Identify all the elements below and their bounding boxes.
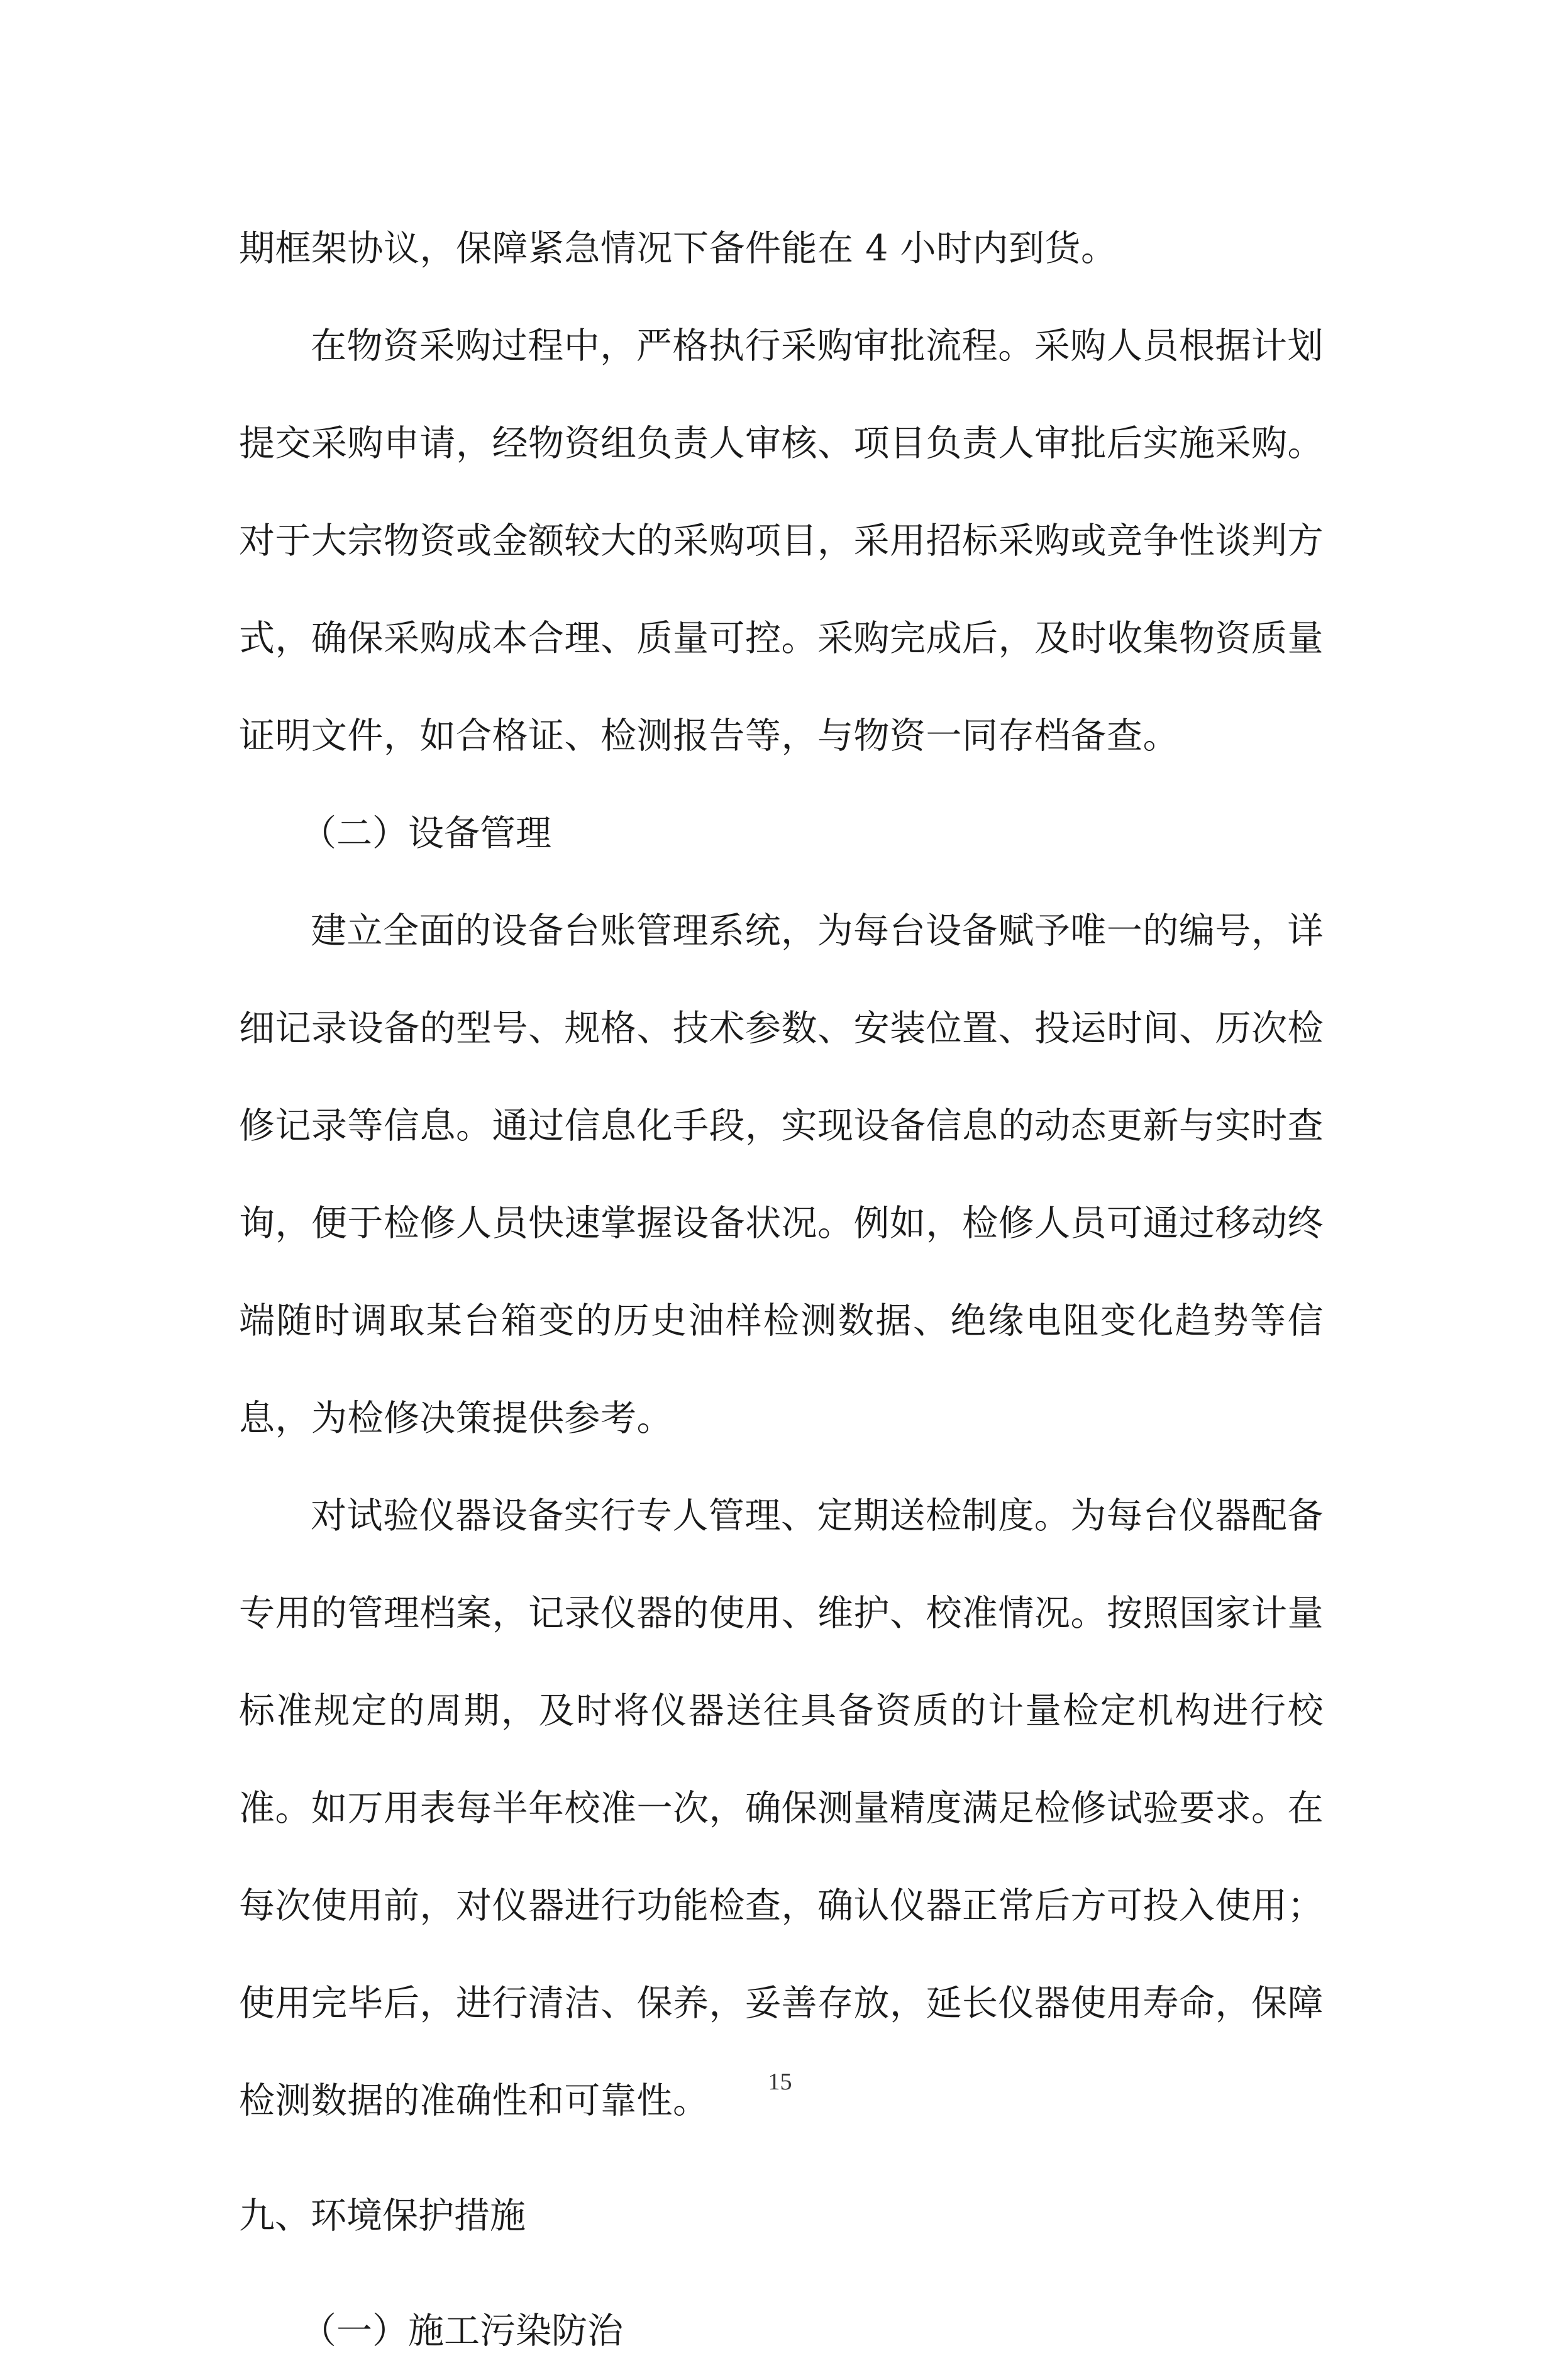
document-body (239, 200, 1324, 2380)
subheading-equipment-management: （二）设备管理 (301, 813, 551, 854)
paragraph-instrument-management: 对试验仪器设备实行专人管理、定期送检制度。为每台仪器配备专用的管理档案，记录仪器的使用、维护、校准情况。按照国家计量标准规定的周期，及时将仪器送往具备资质的计量检定机构进行校准。如万用表每半年校准一次，确保测量精度满足检修试验要求。在每次使用前，对仪器进行功能检查，确认仪器正常后方可投入使用；使用完毕后，进行清洁、保养，妥善存放，延长仪器使用寿命，保障检测数据的准确性和可靠性。 (239, 1495, 1324, 2121)
section-heading-environment: 九、环境保护措施 (239, 2195, 526, 2237)
page-number: 15 (768, 2069, 792, 2095)
paragraph-equipment-ledger: 建立全面的设备台账管理系统，为每台设备赋予唯一的编号，详细记录设备的型号、规格、技术参数、安装位置、投运时间、历次检修记录等信息。通过信息化手段，实现设备信息的动态更新与实时查询，便于检修人员快速掌握设备状况。例如，检修人员可通过移动终端随时调取某台箱变的历史油样检测数据、绝缘电阻变化趋势等信息，为检修决策提供参考。 (239, 910, 1324, 1439)
paragraph-procurement: 在物资采购过程中，严格执行采购审批流程。采购人员根据计划提交采购申请，经物资组负责人审核、项目负责人审批后实施采购。对于大宗物资或金额较大的采购项目，采用招标采购或竞争性谈判方式，确保采购成本合理、质量可控。采购完成后，及时收集物资质量证明文件，如合格证、检测报告等，与物资一同存档备查。 (239, 325, 1324, 757)
subheading-pollution-control: （一）施工污染防治 (301, 2310, 623, 2352)
paragraph-continuation: 期框架协议，保障紧急情况下备件能在 4 小时内到货。 (239, 228, 1117, 269)
